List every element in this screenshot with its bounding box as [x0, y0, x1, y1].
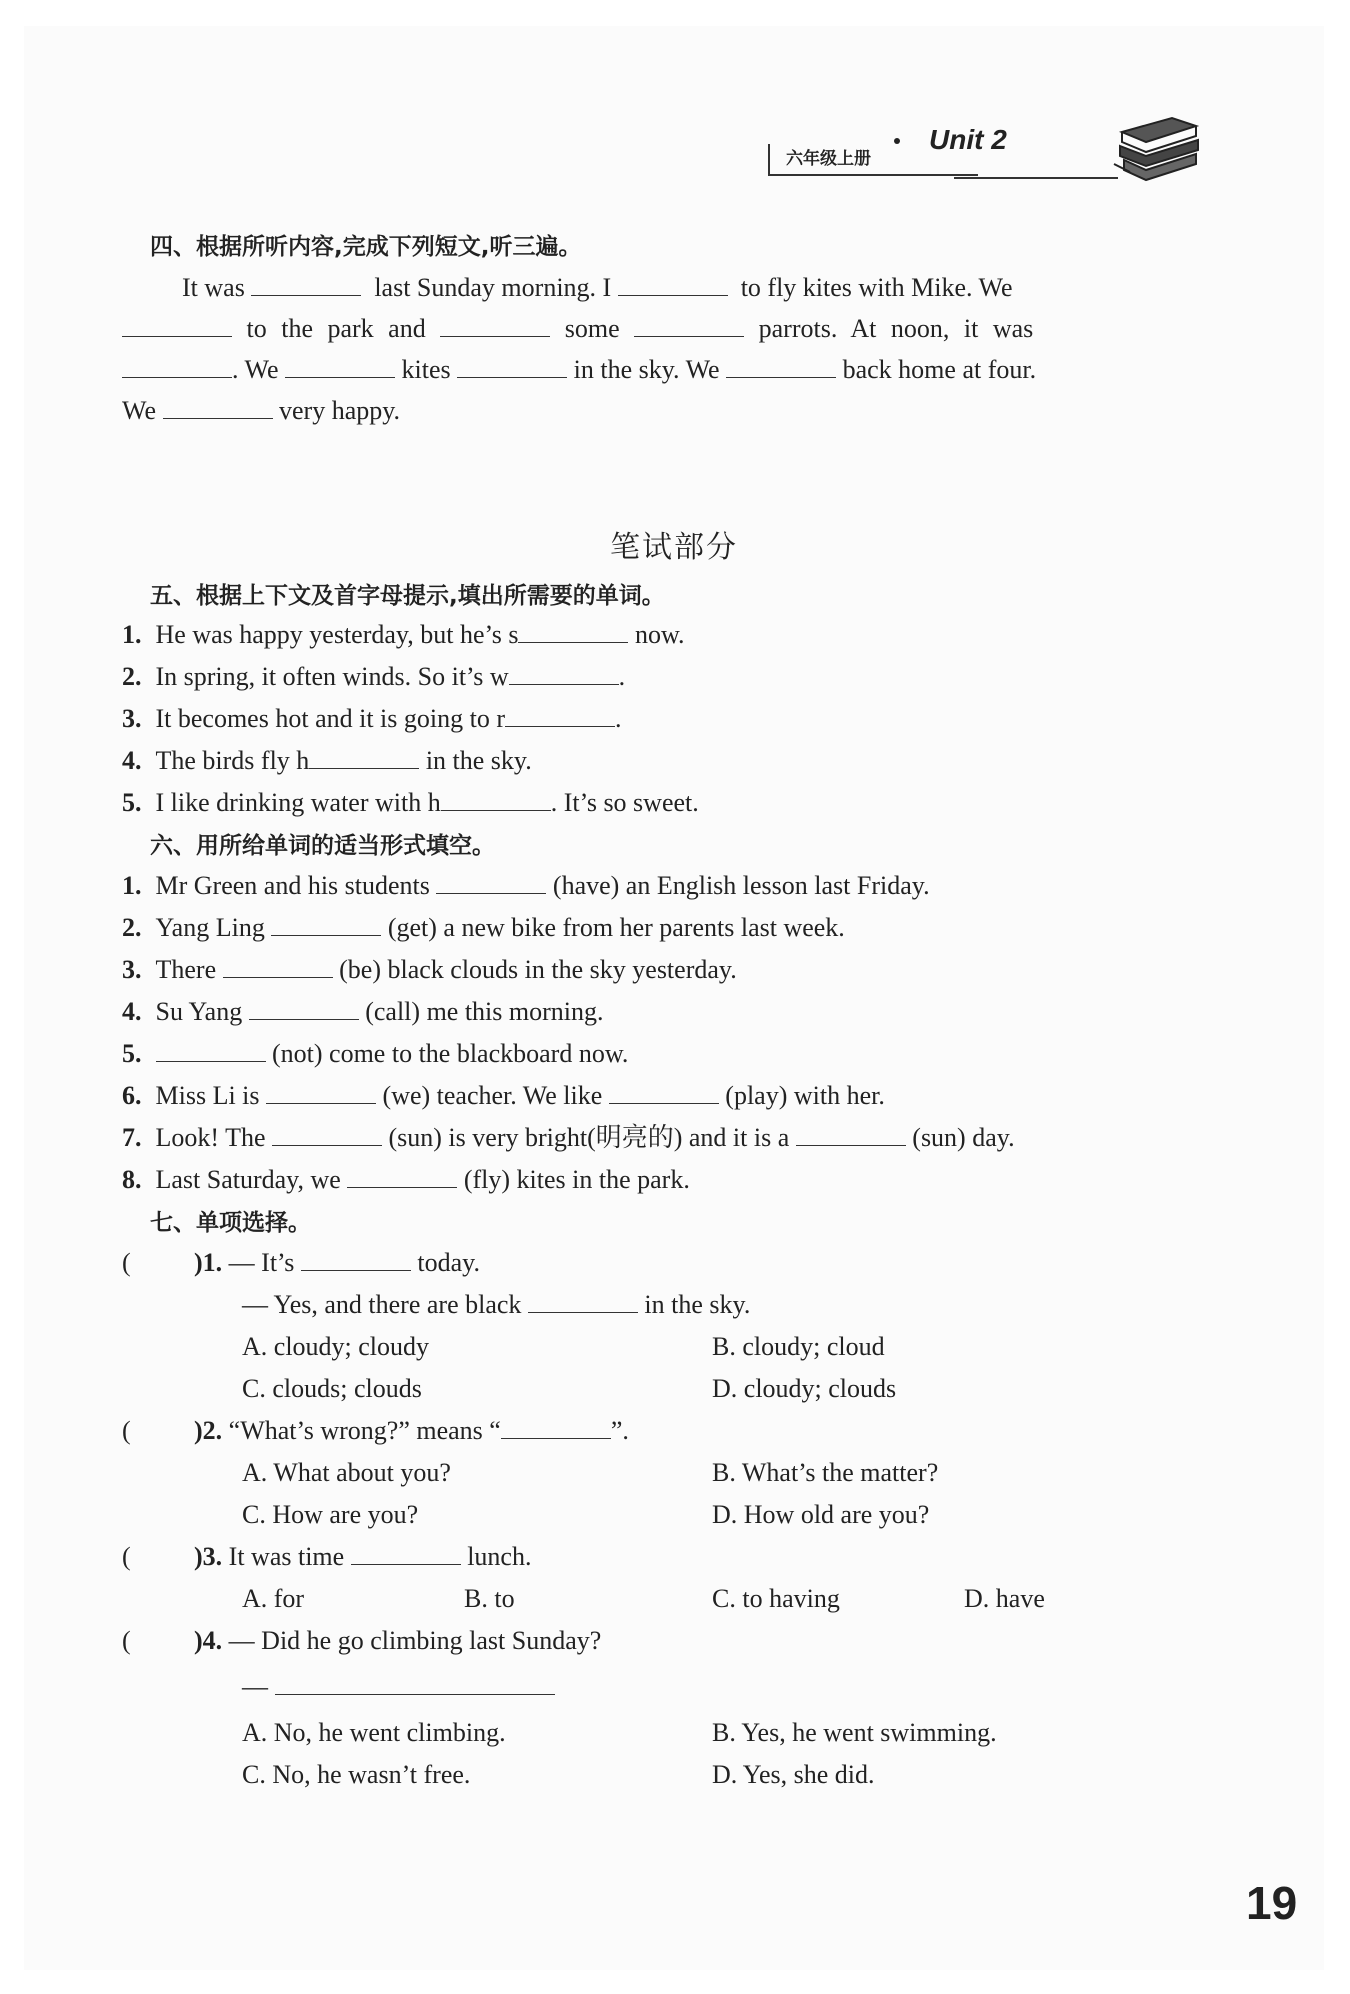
text: ”.	[610, 1416, 629, 1445]
fill-blank[interactable]	[122, 353, 232, 378]
text: There	[155, 955, 217, 984]
section-6-item	[122, 1163, 690, 1197]
fill-blank[interactable]	[518, 618, 628, 643]
fill-blank[interactable]	[301, 1246, 411, 1271]
text: .	[615, 704, 622, 733]
option-c[interactable]: C. clouds; clouds	[242, 1374, 422, 1403]
option-a[interactable]: A. What about you?	[242, 1458, 451, 1487]
item-number: 3.	[122, 704, 142, 733]
text: . It’s so sweet.	[550, 788, 699, 817]
text: in the sky.	[425, 746, 532, 775]
section-4-line-1	[182, 271, 1013, 305]
unit-title: Unit 2	[929, 124, 1007, 155]
fill-blank[interactable]	[251, 271, 361, 296]
item-number: 6.	[122, 1081, 142, 1110]
item-number: 1.	[122, 871, 142, 900]
fill-blank[interactable]	[266, 1079, 376, 1104]
text: . We	[232, 355, 279, 384]
text: The birds fly h	[155, 746, 310, 775]
text: very happy.	[279, 396, 401, 425]
question-1-response	[242, 1288, 750, 1322]
fill-blank[interactable]	[249, 995, 359, 1020]
item-number: 4.	[122, 997, 142, 1026]
text: (get) a new bike from her parents last week.	[387, 913, 845, 942]
question-number: )2.	[194, 1416, 223, 1445]
section-4-title: 四、根据所听内容,完成下列短文,听三遍。	[150, 234, 582, 260]
text: .	[618, 662, 626, 691]
fill-blank[interactable]	[285, 353, 395, 378]
fill-blank[interactable]	[163, 394, 273, 419]
text: He was happy yesterday, but he’s s	[155, 620, 519, 649]
text: today.	[417, 1248, 480, 1277]
text: (have) an English lesson last Friday.	[552, 871, 930, 900]
option-b[interactable]: B. What’s the matter?	[712, 1458, 939, 1487]
fill-blank[interactable]	[634, 312, 744, 337]
header-rule	[954, 177, 1118, 179]
answer-bracket-open[interactable]: (	[122, 1248, 131, 1277]
section-6-item	[122, 911, 845, 945]
fill-blank[interactable]	[505, 702, 615, 727]
text: some	[564, 314, 620, 343]
fill-blank[interactable]	[156, 1037, 266, 1062]
text: I like drinking water with h	[155, 788, 441, 817]
item-number: 7.	[122, 1123, 142, 1152]
option-a[interactable]: A. cloudy; cloudy	[242, 1332, 430, 1361]
text: (we) teacher. We like	[382, 1081, 603, 1110]
written-part-title: 笔试部分	[610, 530, 738, 565]
answer-bracket-open[interactable]: (	[122, 1542, 131, 1571]
option-a[interactable]: A. No, he went climbing.	[242, 1718, 506, 1747]
option-c[interactable]: C. to having	[712, 1584, 840, 1613]
text: parrots. At noon, it was	[758, 314, 1034, 343]
text: to the park and	[246, 314, 426, 343]
fill-blank[interactable]	[271, 911, 381, 936]
text: lunch.	[467, 1542, 532, 1571]
text: Miss Li is	[155, 1081, 260, 1110]
fill-blank[interactable]	[309, 744, 419, 769]
fill-blank[interactable]	[618, 271, 728, 296]
section-6-item	[122, 1079, 885, 1113]
section-5-item	[122, 786, 699, 820]
workbook-page	[24, 26, 1324, 1970]
question-3-stem	[194, 1540, 531, 1574]
fill-blank[interactable]	[528, 1288, 638, 1313]
option-d[interactable]: D. How old are you?	[712, 1500, 930, 1529]
option-d[interactable]: D. Yes, she did.	[712, 1760, 875, 1789]
section-6-title: 六、用所给单词的适当形式填空。	[150, 833, 495, 859]
text: It was time	[228, 1542, 345, 1571]
text: —	[242, 1672, 268, 1701]
text: — Yes, and there are black	[242, 1290, 522, 1319]
fill-blank[interactable]	[436, 869, 546, 894]
fill-blank[interactable]	[272, 1121, 382, 1146]
text: Look! The	[155, 1123, 266, 1152]
option-d[interactable]: D. have	[964, 1584, 1045, 1613]
text: It was	[182, 273, 245, 302]
question-4-response	[242, 1670, 555, 1704]
item-number: 2.	[122, 662, 142, 691]
section-6-item	[122, 869, 930, 903]
text: (fly) kites in the park.	[463, 1165, 690, 1194]
fill-blank[interactable]	[457, 353, 567, 378]
fill-blank[interactable]	[441, 786, 551, 811]
text: back home at four.	[842, 355, 1037, 384]
item-number: 2.	[122, 913, 142, 942]
item-number: 5.	[122, 788, 142, 817]
answer-bracket-open[interactable]: (	[122, 1416, 131, 1445]
section-5-title: 五、根据上下文及首字母提示,填出所需要的单词。	[150, 583, 665, 609]
text: (sun) is very bright(明亮的) and it is a	[388, 1123, 790, 1152]
text: to fly kites with Mike. We	[740, 273, 1013, 302]
text: (be) black clouds in the sky yesterday.	[339, 955, 737, 984]
fill-blank[interactable]	[609, 1079, 719, 1104]
section-4-line-4	[122, 394, 400, 428]
text: In spring, it often winds. So it’s w	[155, 662, 509, 691]
text: We	[122, 396, 156, 425]
section-5-item	[122, 660, 625, 694]
text: Last Saturday, we	[155, 1165, 341, 1194]
section-6-item	[122, 1037, 628, 1071]
text: Su Yang	[155, 997, 243, 1026]
text: (not) come to the blackboard now.	[272, 1039, 629, 1068]
text: in the sky.	[644, 1290, 751, 1319]
fill-blank[interactable]	[440, 312, 550, 337]
fill-blank[interactable]	[726, 353, 836, 378]
text: in the sky. We	[573, 355, 720, 384]
question-1-stem	[194, 1246, 480, 1280]
section-4-line-3	[122, 353, 1036, 387]
section-6-item	[122, 953, 737, 987]
option-d[interactable]: D. cloudy; clouds	[712, 1374, 897, 1403]
text: — It’s	[228, 1248, 295, 1277]
fill-blank[interactable]	[501, 1414, 611, 1439]
text: — Did he go climbing last Sunday?	[228, 1626, 602, 1655]
item-number: 5.	[122, 1039, 142, 1068]
text: last Sunday morning. I	[374, 273, 612, 302]
option-b[interactable]: B. cloudy; cloud	[712, 1332, 885, 1361]
question-number: )1.	[194, 1248, 223, 1277]
question-number: )3.	[194, 1542, 223, 1571]
option-b[interactable]: B. to	[464, 1584, 515, 1613]
option-a[interactable]: A. for	[242, 1584, 305, 1613]
grade-label: 六年级上册	[768, 144, 978, 176]
section-5-item	[122, 744, 532, 778]
option-c[interactable]: C. No, he wasn’t free.	[242, 1760, 471, 1789]
text: Mr Green and his students	[155, 871, 430, 900]
section-6-item	[122, 995, 604, 1029]
fill-blank[interactable]	[351, 1540, 461, 1565]
text: now.	[634, 620, 685, 649]
stack-of-books-icon	[1112, 112, 1202, 182]
text: kites	[401, 355, 451, 384]
section-5-item	[122, 702, 622, 736]
item-number: 4.	[122, 746, 142, 775]
section-4-line-2	[122, 312, 1033, 346]
page-number: 19	[1246, 1877, 1298, 1929]
item-number: 8.	[122, 1165, 142, 1194]
answer-bracket-open[interactable]: (	[122, 1626, 131, 1655]
text: It becomes hot and it is going to r	[155, 704, 506, 733]
section-7-title: 七、单项选择。	[150, 1210, 311, 1236]
item-number: 3.	[122, 955, 142, 984]
fill-blank[interactable]	[275, 1670, 555, 1695]
text: (sun) day.	[912, 1123, 1015, 1152]
option-c[interactable]: C. How are you?	[242, 1500, 419, 1529]
question-number: )4.	[194, 1626, 223, 1655]
text: (play) with her.	[725, 1081, 885, 1110]
section-5-item	[122, 618, 685, 652]
question-4-stem	[194, 1624, 601, 1658]
fill-blank[interactable]	[223, 953, 333, 978]
question-2-stem	[194, 1414, 629, 1448]
option-b[interactable]: B. Yes, he went swimming.	[712, 1718, 997, 1747]
text: “What’s wrong?” means “	[228, 1416, 501, 1445]
section-6-item	[122, 1121, 1015, 1155]
text: Yang Ling	[155, 913, 265, 942]
text: (call) me this morning.	[365, 997, 604, 1026]
fill-blank[interactable]	[509, 660, 619, 685]
fill-blank[interactable]	[122, 312, 232, 337]
item-number: 1.	[122, 620, 142, 649]
fill-blank[interactable]	[347, 1163, 457, 1188]
fill-blank[interactable]	[796, 1121, 906, 1146]
